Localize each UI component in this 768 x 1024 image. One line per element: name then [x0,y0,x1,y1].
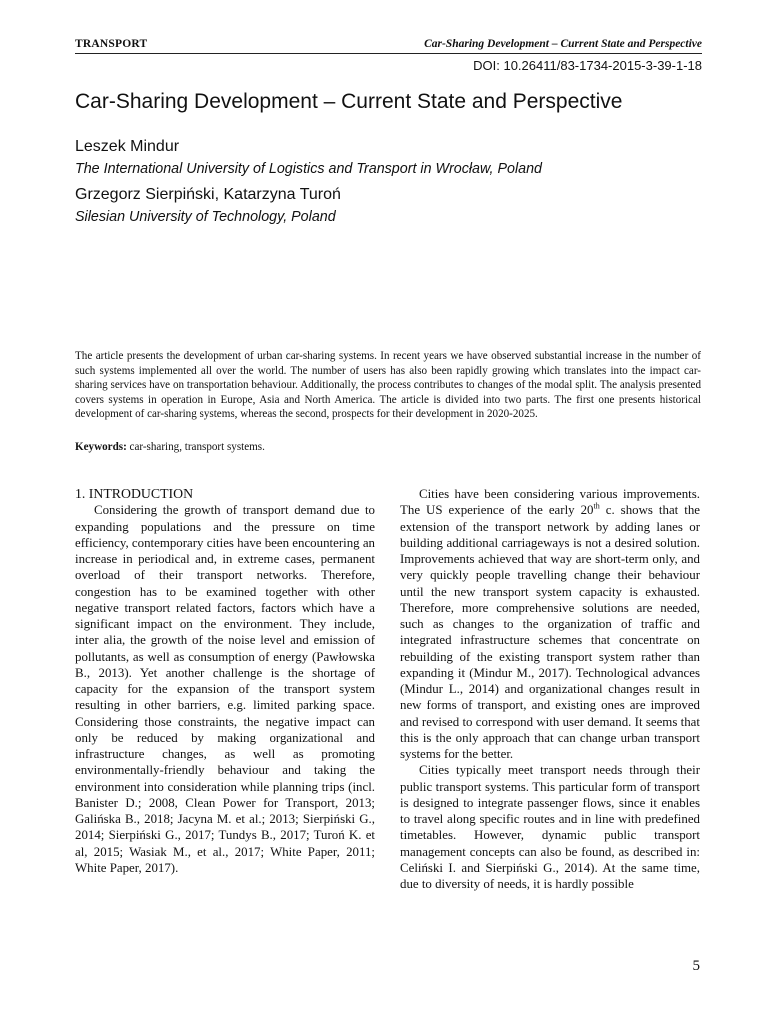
doi: DOI: 10.26411/83-1734-2015-3-39-1-18 [473,58,702,73]
body-column-left [75,486,375,876]
keywords-text: car-sharing, transport systems. [126,441,265,453]
author-affiliation-2: Silesian University of Technology, Poland [75,209,336,225]
body-column-right [400,486,700,892]
paragraph-text: c. shows that the extension of the transport network by adding lanes or building additional carriageways is not a desired solution. Improvements achieved that way are short-term only, and very quickly people travelling change their behaviour until the new transport system capacity is exhausted. Therefore, more comprehensive solutions are needed, such as changes to the organization of traffic and integrated infrastructure schemes that concentrate on rebuilding of the existing transport system rather than expanding it (Mindur M., 2017). Technological advances (Mindur L., 2014) and organizational changes result in new forms of transport, and existing ones are improved and revised to correspond with user demand. It seems that this is the only approach that can change urban transport systems for the better. [400,503,700,761]
author-affiliation-1: The International University of Logistics and Transport in Wrocław, Poland [75,161,542,177]
section-heading: 1. INTRODUCTION [75,486,194,501]
header-section: TRANSPORT [75,38,148,50]
paragraph [400,486,700,762]
paragraph-text: Cities have been considering various improvements. The US experience of the early 20 [400,487,700,518]
superscript: th [593,501,600,511]
paper-title: Car-Sharing Development – Current State and Perspective [75,90,623,113]
paragraph: Considering the growth of transport demand due to expanding populations and the pressure on time efficiency, contemporary cities have been encountering an increase in periodical and, in extreme cases, permanent overload of their transport networks. Therefore, congestion has to be examined together with other negative transport related factors, factors which have a significant impact on the environment. They include, inter alia, the growth of the noise level and emission of pollutants, as well as consumption of energy (Pawłowska B., 2013). Yet another challenge is the shortage of capacity for the expansion of the transport system resulting in other barriers, e.g. limited parking space. Considering those constraints, the negative impact can only be reduced by making organizational and infrastructure changes, as well as promoting environmentally-friendly behaviour and taking the environment into consideration while planning trips (incl. Banister D.; 2008, Clean Power for Transport, 2013; Galińska B., 2018; Jacyna M. et al.; 2013; Sierpiński G., 2014; Sierpiński G., 2017; Tundys B., 2017; Turoń K. et al, 2015; Wasiak M., et al., 2017; White Paper, 2011; White Paper, 2017). [75,503,375,875]
running-header [75,36,702,54]
author-names-2: Grzegorz Sierpiński, Katarzyna Turoń [75,186,341,203]
page-number: 5 [692,958,700,974]
paragraph: Cities typically meet transport needs through their public transport systems. This particular form of transport is designed to integrate passenger flows, since it enables to travel along specific routes and in line with predefined timetables. However, dynamic public transport management concepts can also be found, as described in: Celiński I. and Sierpiński G., 2014). At the same time, due to diversity of needs, it is hardly possible [400,763,700,891]
abstract: The article presents the development of urban car-sharing systems. In recent years we have observed substantial increase in the number of such systems implemented all over the world. The number of users has also been rapidly growing which translates into the impact car-sharing services have on transportation behaviour. Additionally, the process contributes to changes of the modal split. The analysis presented covers systems in operation in Europe, Asia and North America. The article is divided into two parts. The first one presents historical development of car-sharing systems, whereas the second, prospects for their development in 2020-2025. [75,350,701,421]
keywords [75,440,701,455]
author-names-1: Leszek Mindur [75,138,180,155]
keywords-label: Keywords: [75,441,127,453]
header-running-title: Car-Sharing Development – Current State and Perspective [424,38,702,50]
